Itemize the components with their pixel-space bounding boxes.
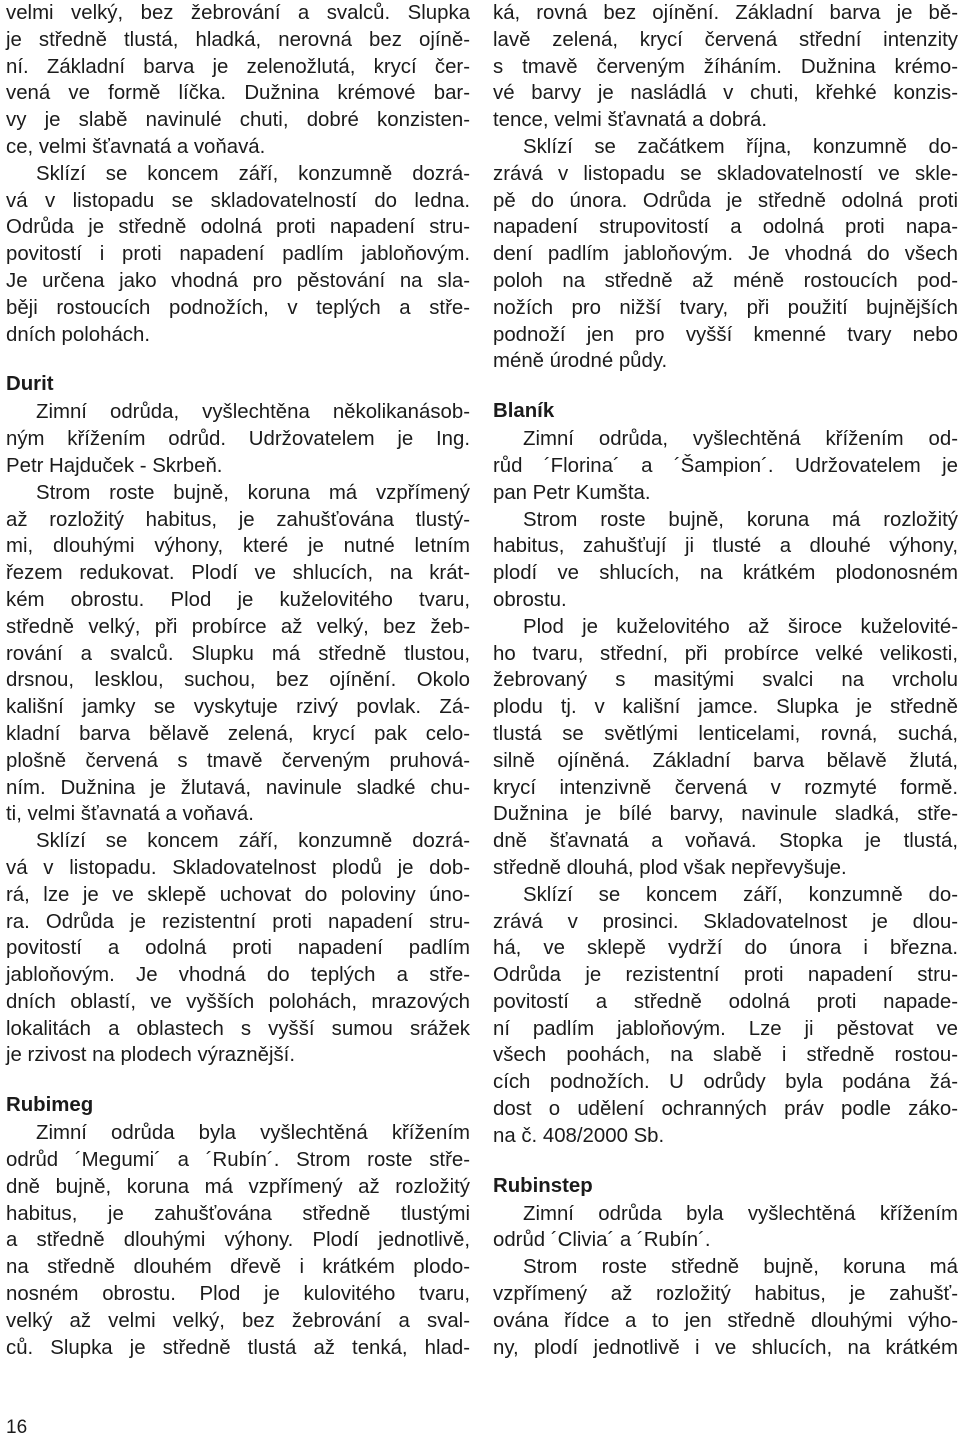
paragraph-gap [493, 1150, 958, 1171]
text-line: vé barvy je nasládlá v chuti, křehké konzis- [493, 82, 958, 105]
text-line: Strom roste středně bujně, koruna má [523, 1256, 958, 1279]
text-line: ována řídce a to jen středně dlouhými výho- [493, 1309, 958, 1332]
text-line: rování a svalců. Slupku má středně tlustou, [6, 642, 470, 665]
text-line: dost o udělení ochranných práv podle záko- [493, 1098, 958, 1121]
text-line: pan Petr Kumšta. [493, 481, 651, 504]
text-line: kém obrostu. Plod je kuželovitého tvaru, [6, 588, 470, 611]
text-line: odrůd ´Megumi´ a ´Rubín´. Strom roste stře- [6, 1149, 470, 1172]
text-line: Zimní odrůda, vyšlechtěná křížením od- [523, 428, 958, 451]
text-line: nosném obrostu. Plod je kulovitého tvaru, [6, 1283, 470, 1306]
text-line: habitus, zahušťují ji tlusté a dlouhé výhony, [493, 535, 958, 558]
text-line: mi, dlouhými výhony, které je nutné letním [6, 535, 470, 558]
right-text-column [493, 0, 958, 1361]
text-line: plodu tj. v kališní jamce. Slupka je středně [493, 696, 958, 719]
text-line: ti, velmi šťavnatá a voňavá. [6, 803, 254, 826]
text-line: vá v listopadu. Skladovatelnost plodů je dob- [6, 856, 470, 879]
text-line: ní padlím jabloňovým. Lze ji pěstovat ve [493, 1017, 958, 1040]
text-line: krycí intenzivně červená v rozmyté formě. [493, 776, 958, 799]
text-line: Strom roste bujně, koruna má rozložitý [523, 508, 958, 531]
text-line: kladní barva bělavě zelená, krycí pak celo- [6, 722, 470, 745]
text-line: dně šťavnatá a voňavá. Stopka je tlustá, [493, 830, 958, 853]
text-line: na č. 408/2000 Sb. [493, 1124, 665, 1147]
text-line: vená ve formě líčka. Dužnina krémové bar- [6, 82, 470, 105]
text-line: povitostí i proti napadení padlím jabloňovým. [6, 243, 470, 266]
text-line: Odrůda je rezistentní proti napadení stru- [493, 964, 958, 987]
text-line: Sklízí se koncem září, konzumně dozrá- [36, 162, 470, 185]
text-line: vá v listopadu se skladovatelností do ledna. [6, 189, 470, 212]
left-text-column [6, 0, 470, 1361]
text-line: je rzivost na plodech výraznější. [6, 1044, 296, 1067]
text-line: lavě zelená, krycí červená střední intenzity [493, 28, 958, 51]
section-heading: Blaník [493, 400, 555, 423]
text-line: velký až velmi velký, bez žebrování a sval- [6, 1309, 470, 1332]
text-line: plodí ve shlucích, na krátkém plodonosném [493, 562, 958, 585]
text-line: a středně dlouhými výhony. Plodí jednotlivě, [6, 1229, 470, 1252]
text-line: habitus, je zahušťována středně tlustými [6, 1202, 470, 1225]
text-line: Petr Hajduček - Skrbeň. [6, 454, 223, 477]
text-line: ce, velmi šťavnatá a voňavá. [6, 135, 266, 158]
text-line: méně úrodné půdy. [493, 350, 668, 373]
text-line: zrává v prosinci. Skladovatelnost je dlou- [493, 910, 958, 933]
text-line: dení padlím jabloňovým. Je vhodná do všech [493, 243, 958, 266]
text-line: Je určena jako vhodná pro pěstování na sla- [6, 269, 470, 292]
text-line: s tmavě červeným žíháním. Dužnina krémo- [493, 55, 958, 78]
text-line: Strom roste bujně, koruna má vzpřímený [36, 481, 470, 504]
text-line: plošně červená s tmavě červeným pruhová- [6, 749, 470, 772]
text-line: vzpřímený až rozložitý habitus, je zahušť- [493, 1283, 958, 1306]
text-line: rá, lze je ve sklepě uchovat do poloviny úno- [6, 883, 470, 906]
text-line: žebrovaný s masitými svalci na vrcholu [493, 669, 958, 692]
text-line: kališní jamky se vyskytuje rzivý povlak. Zá- [6, 696, 470, 719]
text-line: Sklízí se začátkem října, konzumně do- [523, 135, 958, 158]
text-line: je středně tlustá, hladká, nerovná bez ojíně- [6, 28, 470, 51]
section-heading: Rubimeg [6, 1094, 94, 1117]
text-line: odrůd ´Clivia´ a ´Rubín´. [493, 1229, 711, 1252]
text-line: Zimní odrůda, vyšlechtěna několikanásob- [36, 401, 470, 424]
text-line: běji rostoucích podnožích, v teplých a stře- [6, 296, 470, 319]
text-line: Zimní odrůda byla vyšlechtěná křížením [523, 1202, 958, 1225]
text-line: velmi velký, bez žebrování a svalců. Slupka [6, 2, 470, 24]
text-line: dních polohách. [6, 323, 150, 346]
text-line: Dužnina je bílé barvy, navinule sladká, stře- [493, 803, 958, 826]
text-line: drsnou, lesklou, suchou, bez ojínění. Okolo [6, 669, 470, 692]
page-number: 16 [6, 1417, 28, 1438]
paragraph-gap [6, 348, 470, 369]
text-line: ní. Základní barva je zelenožlutá, krycí čer- [6, 55, 470, 78]
section-heading: Rubinstep [493, 1174, 593, 1197]
text-line: cích podnožích. U odrůdy byla podána žá- [493, 1071, 958, 1094]
section-heading: Durit [6, 373, 54, 396]
text-line: ny, plodí jednotlivě i ve shlucích, na krátkém [493, 1336, 958, 1359]
text-line: až rozložitý habitus, je zahušťována tlustý- [6, 508, 470, 531]
text-line: růd ´Florina´ a ´Šampion´. Udržovatelem je [493, 454, 958, 477]
text-line: silně ojíněná. Základní barva bělavě žlutá, [493, 749, 958, 772]
text-line: poloh na středně až méně rostoucích pod- [493, 269, 958, 292]
text-line: ká, rovná bez ojínění. Základní barva je bě- [493, 2, 958, 24]
text-line: Odrůda je středně odolná proti napadení stru- [6, 216, 470, 239]
text-line: nožích pro nižší tvary, při použití bujnějších [493, 296, 958, 319]
text-line: ců. Slupka je středně tlustá až tenká, hlad- [6, 1336, 470, 1359]
text-line: vy je slabě navinulé chuti, dobré konzisten- [6, 109, 470, 132]
text-line: ním. Dužnina je žlutavá, navinule sladké chu- [6, 776, 470, 799]
text-line: ra. Odrůda je rezistentní proti napadení stru- [6, 910, 470, 933]
text-line: ným křížením odrůd. Udržovatelem je Ing. [6, 428, 470, 451]
text-line: Plod je kuželovitého až široce kuželovité- [523, 615, 958, 638]
paragraph-gap [493, 375, 958, 396]
text-line: pě do února. Odrůda je středně odolná proti [493, 189, 958, 212]
text-line: řezem redukovat. Plodí ve shlucích, na krát- [6, 562, 470, 585]
text-line: povitostí a odolná proti napadení padlím [6, 937, 470, 960]
text-line: lokalitách a oblastech s vyšší sumou srážek [6, 1017, 470, 1040]
text-line: tence, velmi šťavnatá a dobrá. [493, 109, 768, 132]
text-line: Sklízí se koncem září, konzumně do- [523, 883, 958, 906]
text-line: Zimní odrůda byla vyšlechtěná křížením [36, 1122, 470, 1145]
text-line: na středně dlouhém dřevě i krátkém plodo- [6, 1256, 470, 1279]
text-line: zrává v listopadu se skladovatelností ve skle- [493, 162, 958, 185]
text-line: všech poohách, na slabě i středně rostou- [493, 1044, 958, 1067]
text-line: obrostu. [493, 588, 567, 611]
text-line: há, ve sklepě vydrží do února i března. [493, 937, 958, 960]
text-line: tlustá se světlými lenticelami, rovná, suchá, [493, 722, 958, 745]
text-line: dně bujně, koruna má vzpřímený až rozložitý [6, 1175, 470, 1198]
text-line: dních oblastí, ve vyšších polohách, mrazových [6, 990, 470, 1013]
text-line: povitostí a středně odolná proti napade- [493, 990, 958, 1013]
text-line: Sklízí se koncem září, konzumně dozrá- [36, 830, 470, 853]
text-line: podnoží jen pro vyšší kmenné tvary nebo [493, 323, 958, 346]
text-line: napadení strupovitostí a odolná proti napa- [493, 216, 958, 239]
text-line: ho tvaru, střední, při probírce velké velikosti, [493, 642, 958, 665]
text-line: středně velký, při probírce až velký, bez žeb- [6, 615, 470, 638]
text-line: jabloňovým. Je vhodná do teplých a stře- [6, 964, 470, 987]
text-line: středně dlouhá, plod však nepřevyšuje. [493, 856, 847, 879]
paragraph-gap [6, 1069, 470, 1090]
